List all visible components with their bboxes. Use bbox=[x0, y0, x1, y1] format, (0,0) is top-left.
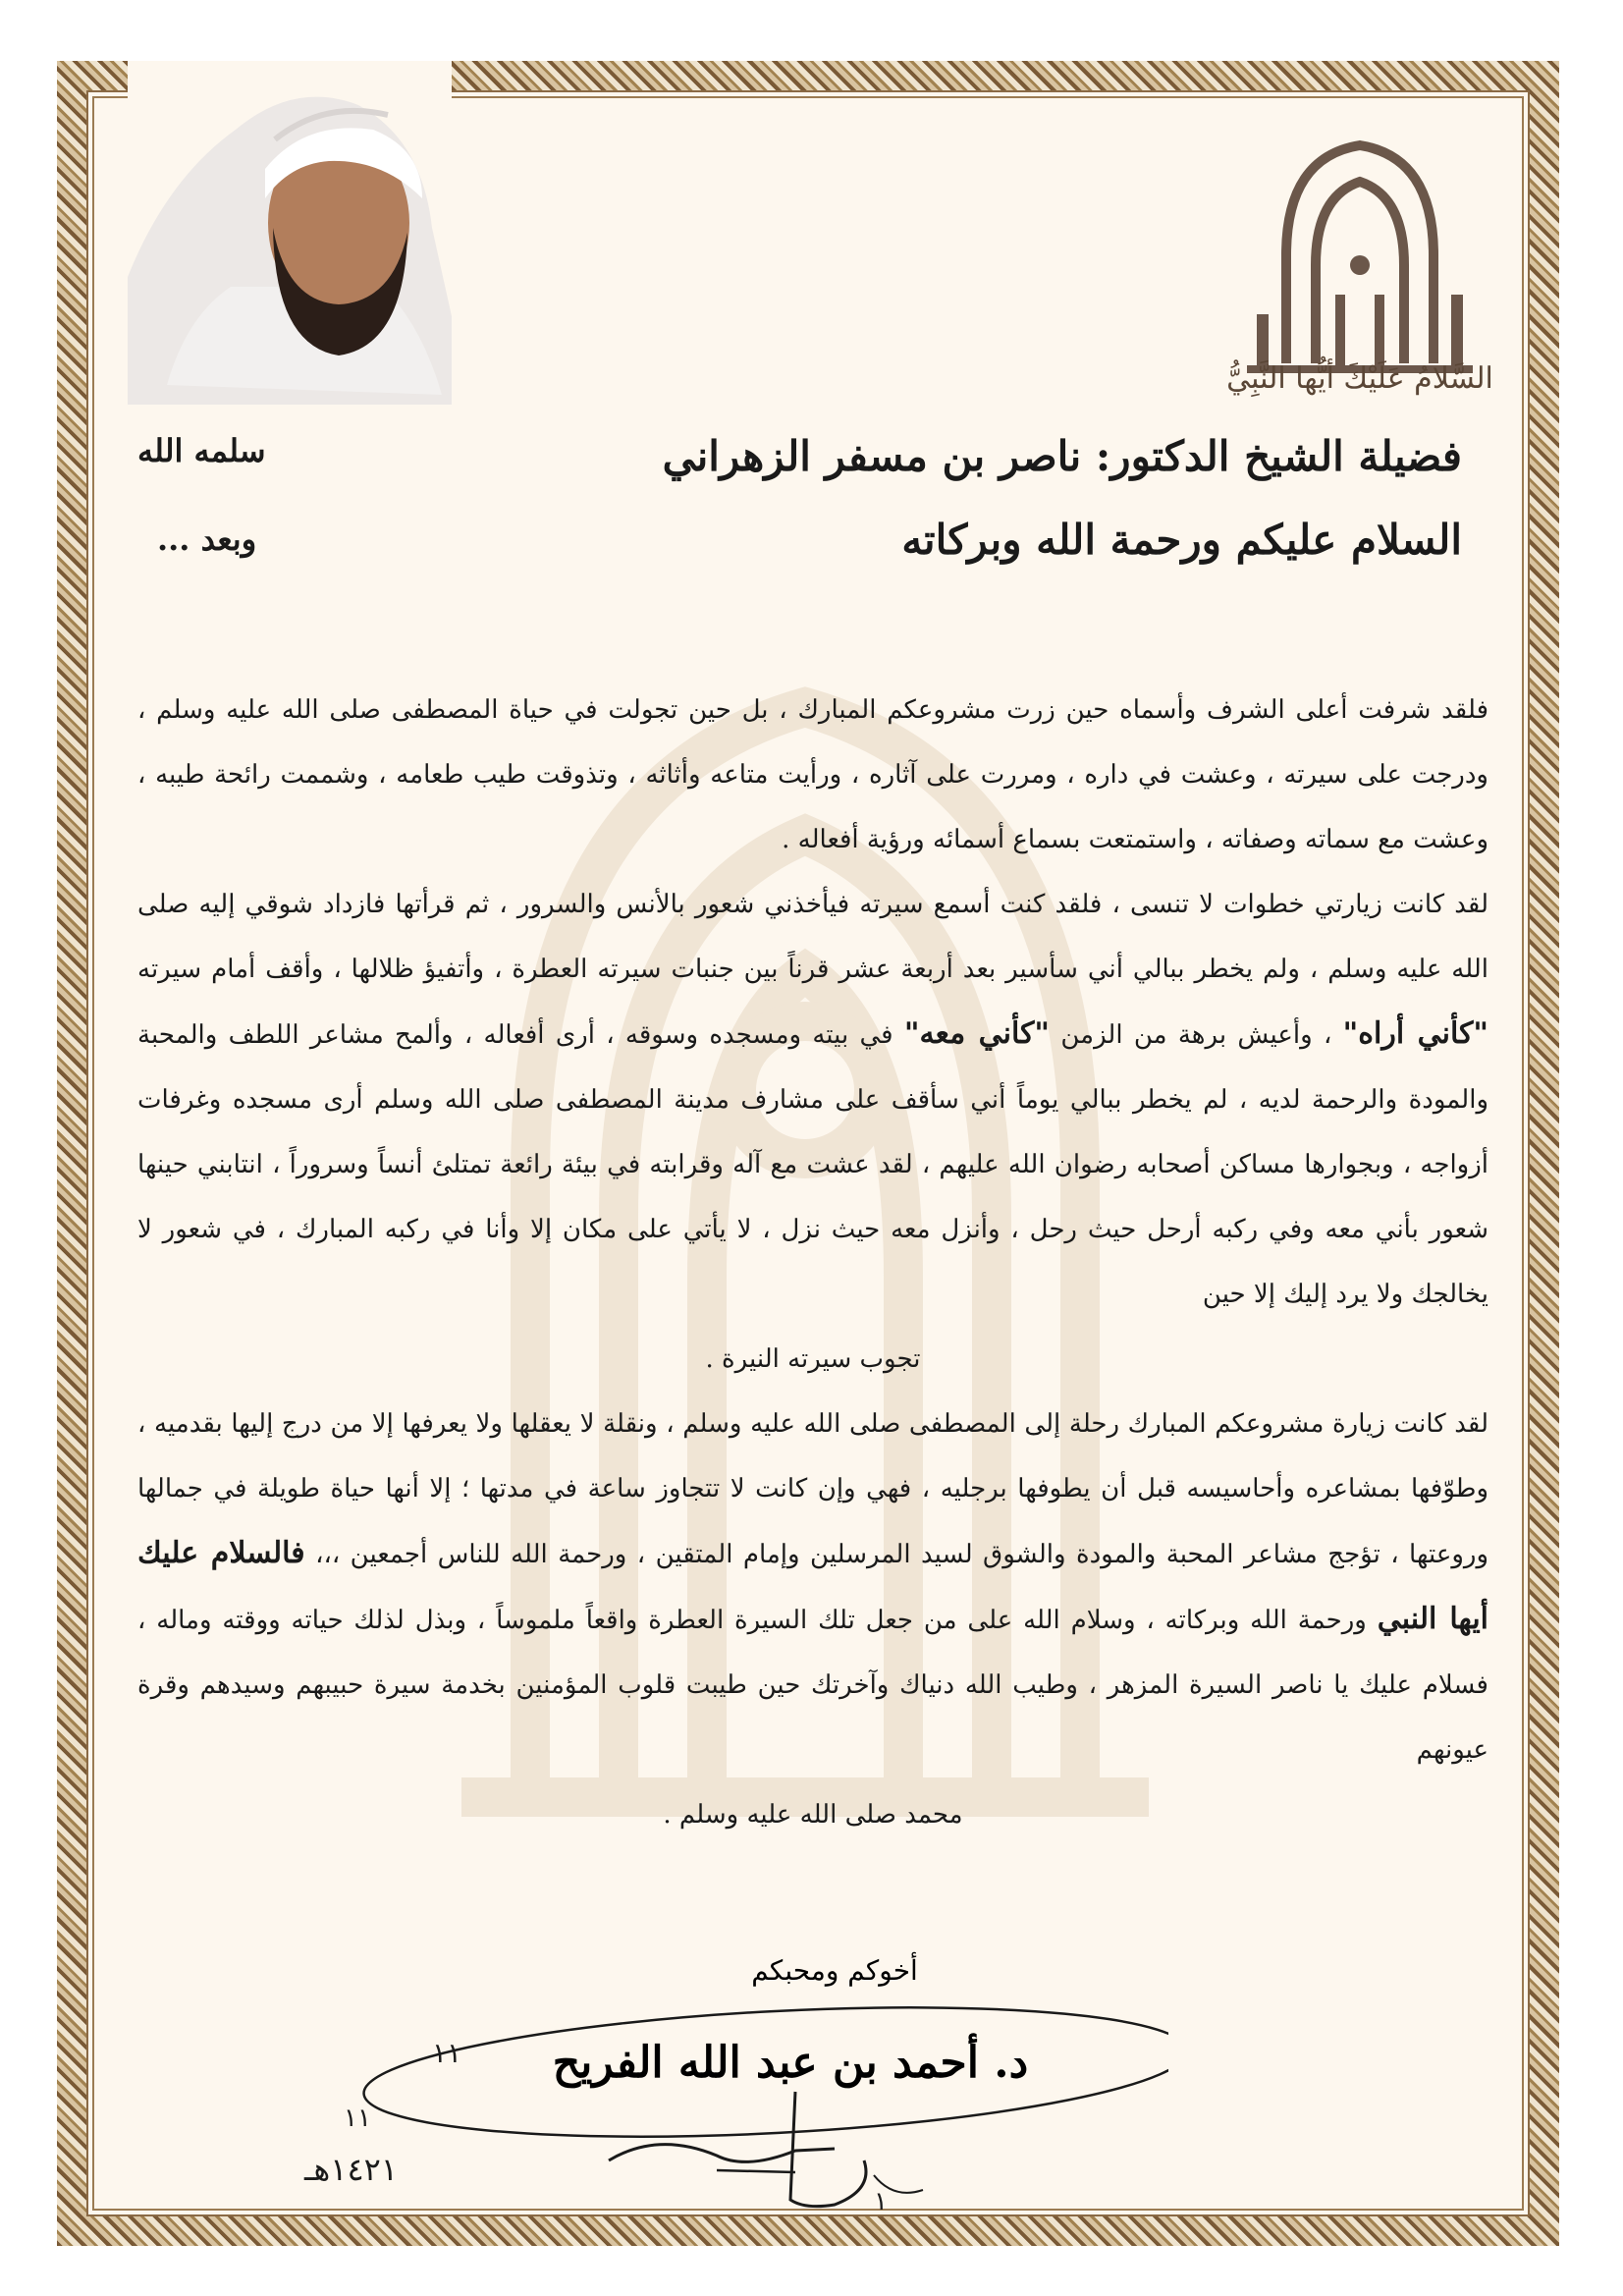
blessing-line: سلمه الله bbox=[137, 432, 266, 469]
handwritten-month-2: ١ bbox=[874, 2187, 888, 2216]
logo-caption: السَّلامُ عَلَيْكَ أيُّها النَّبِيُّ bbox=[1226, 361, 1493, 396]
portrait-photo bbox=[128, 61, 452, 405]
letter-body bbox=[137, 678, 1488, 1847]
paragraph-2-part-b: ، وأعيش برهة من الزمن bbox=[1060, 1020, 1332, 1050]
paragraph-2 bbox=[137, 872, 1488, 1327]
paragraph-3-part-a: لقد كانت زيارة مشروعكم المبارك رحلة إلى المصطفى صلى الله عليه وسلم ، ونقلة لا يعقلها ولا يعرفها إلا من درج إليها بقدميه ، وطوّفها بمشاعره وأحاسيسه قبل أن يطوفها برجليه ، فهي وإن كانت لا تتجاوز ساعة في مدتها ؛ إلا أنها حياة طويلة في جمالها وروعتها ، تؤجج مشاعر المحبة والمودة والشوق لسيد المرسلين وإمام المتقين ، ورحمة الله للناس أجمعين ،،، bbox=[137, 1409, 1488, 1569]
quote-as-if-i-see-him: "كأني أراه" bbox=[1342, 1016, 1489, 1051]
signer-name: د. أحمد بن عبد الله الفريح bbox=[552, 2038, 1029, 2088]
salutation-bold: فالسلام عليك أيها النبي bbox=[137, 1536, 1489, 1636]
quote-as-if-with-him: "كأني معه" bbox=[903, 1016, 1051, 1051]
handwritten-day: ١١ bbox=[432, 2037, 462, 2069]
addressee-line: فضيلة الشيخ الدكتور: ناصر بن مسفر الزهراني bbox=[662, 432, 1462, 480]
handwritten-year: ١٤٢١هـ bbox=[304, 2151, 398, 2188]
paragraph-1: فلقد شرفت أعلى الشرف وأسماه حين زرت مشروعكم المبارك ، بل حين تجولت في حياة المصطفى صلى الله عليه وسلم ، ودرجت على سيرته ، وعشت في داره ، ومررت على آثاره ، ورأيت متاعه وأثاثه ، وتذوقت طيب طعامه ، وشممت رائحة طيبه ، وعشت مع سماته وصفاته ، واستمتعت بسماع أسمائه ورؤية أفعاله . bbox=[137, 695, 1488, 854]
paragraph-2-part-c: في بيته ومسجده وسوقه ، أرى أفعاله ، وألمح مشاعر اللطف والمحبة والمودة والرحمة لديه ، لم يخطر ببالي يوماً أني سأقف على مشارف مدينة المصطفى صلى الله وسلم أرى مسجده وغرفات أزواجه ، وبجوارها مساكن أصحابه رضوان الله عليهم ، لقد عشت مع آله وقرابته في بيئة رائعة تمتلئ أنساً وسروراً ، انتابني حينها شعور بأني معه وفي ركبه أرحل حيث رحل ، وأنزل معه حيث نزل ، لا يأتي على مكان إلا وأنا في ركبه المبارك ، في شعور لا يخالجك ولا يرد إليك إلا حين bbox=[137, 1020, 1488, 1309]
paragraph-3 bbox=[137, 1392, 1488, 1782]
closing-line: أخوكم ومحبكم bbox=[751, 1954, 918, 1987]
greeting-line: السلام عليكم ورحمة الله وبركاته bbox=[901, 516, 1462, 564]
paragraph-3-end: محمد صلى الله عليه وسلم . bbox=[663, 1800, 963, 1830]
handwritten-month: ١١ bbox=[344, 2104, 371, 2133]
paragraph-2-part-a: لقد كانت زيارتي خطوات لا تنسى ، فلقد كنت أسمع سيرته فيأخذني شعور بالأنس والسرور ، ثم قرأتها فازداد شوقي إليه صلى الله عليه وسلم ، ولم يخطر ببالي أني سأسير بعد أربعة عشر قرناً بين جنبات سيرته العطرة ، وأتفيؤ ظلالها ، وأقف أمام سيرته bbox=[137, 890, 1488, 984]
wa-baad-line: وبعد ... bbox=[157, 520, 257, 558]
paragraph-3-part-b: ورحمة الله وبركاته ، وسلام الله على من جعل تلك السيرة العطرة واقعاً ملموساً ، وبذل لذلك حياته ووقته وماله ، فسلام عليك يا ناصر السيرة المزهر ، وطيب الله دنياك وآخرتك حين طيبت قلوب المؤمنين بخدمة سيرة حبيبهم وسيدهم وقرة عيونهم bbox=[137, 1606, 1488, 1765]
paragraph-2-end: تجوب سيرته النيرة . bbox=[705, 1344, 921, 1374]
